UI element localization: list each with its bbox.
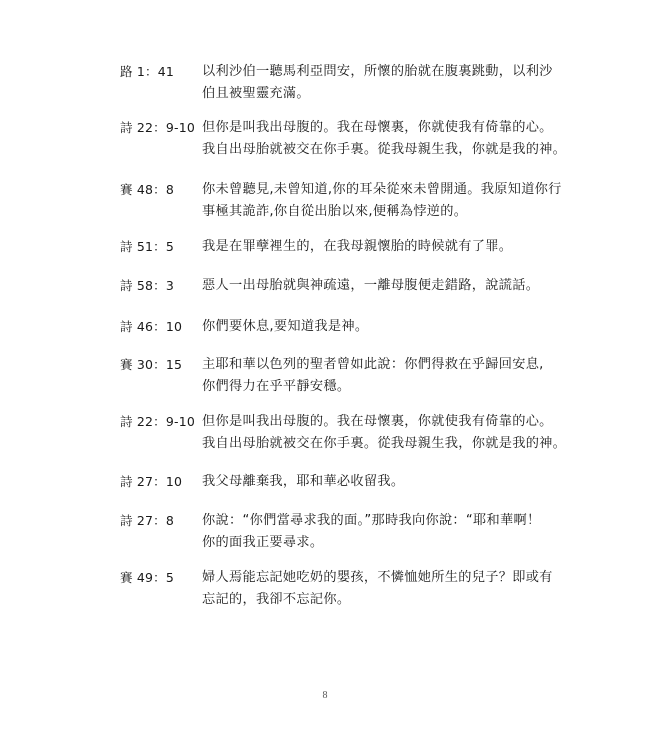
verse-reference: 路 1：41: [120, 64, 175, 79]
verse-reference: 詩 58：3: [120, 278, 175, 293]
verse-line: 但你是叫我出母腹的。我在母懷裏，你就使我有倚靠的心。: [202, 120, 553, 135]
verse-line: 婦人焉能忘記她吃奶的嬰孩，不憐恤她所生的兒子？即或有: [202, 570, 553, 585]
verse-entry: [120, 354, 544, 398]
verse-line: 但你是叫我出母腹的。我在母懷裏，你就使我有倚靠的心。: [202, 414, 553, 429]
verse-text: [202, 510, 541, 554]
verse-text: [202, 411, 566, 455]
verse-text: [202, 471, 540, 493]
verse-text: [202, 316, 540, 338]
verse-reference: 詩 22：9-10: [120, 120, 196, 135]
verse-reference: 詩 46：10: [120, 319, 183, 334]
verse-entry: [120, 567, 553, 611]
verse-entry: [120, 117, 567, 161]
verse-line: 伯且被聖靈充滿。: [202, 86, 310, 101]
verse-text: [202, 236, 540, 258]
verse-entry: [120, 411, 567, 455]
verse-line: 忘記的，我卻不忘記你。: [202, 592, 351, 607]
verse-line: 我自出母胎就被交在你手裏。從我母親生我，你就是我的神。: [202, 142, 567, 157]
verse-reference: 賽 30：15: [120, 357, 183, 372]
verse-text: [202, 179, 562, 223]
verse-reference: 賽 49：5: [120, 570, 175, 585]
verse-line: 你們得力在乎平靜安穩。: [202, 379, 351, 394]
verse-reference: 詩 51：5: [120, 239, 175, 254]
verse-line: 你們要休息,要知道我是神。: [202, 319, 369, 334]
verse-line: 我是在罪孽裡生的，在我母親懷胎的時候就有了罪。: [202, 239, 513, 254]
page-number: 8: [322, 690, 328, 701]
verse-entry: [120, 316, 540, 338]
verse-text: [202, 61, 553, 105]
verse-reference: 詩 27：8: [120, 513, 175, 528]
verse-reference: 賽 48：8: [120, 182, 175, 197]
verse-text: [202, 275, 540, 297]
verse-reference: 詩 22：9-10: [120, 414, 196, 429]
verse-text: [202, 117, 566, 161]
verse-line: 我自出母胎就被交在你手裏。從我母親生我，你就是我的神。: [202, 436, 567, 451]
verse-text: [202, 354, 544, 398]
verse-line: 我父母離棄我，耶和華必收留我。: [202, 474, 405, 489]
verse-reference: 詩 27：10: [120, 474, 183, 489]
verse-line: 以利沙伯一聽馬利亞問安，所懷的胎就在腹裏跳動，以利沙: [202, 64, 553, 79]
verse-line: 惡人一出母胎就與神疏遠，一離母腹便走錯路，說謊話。: [202, 278, 540, 293]
verse-entry: [120, 510, 540, 554]
verse-entry: [120, 471, 540, 493]
verse-entry: [120, 275, 540, 297]
verse-line: 你說：“你們當尋求我的面。”那時我向你說：“耶和華啊！: [202, 513, 541, 528]
verse-entry: [120, 61, 553, 105]
verse-line: 主耶和華以色列的聖者曾如此說：你們得救在乎歸回安息,: [202, 357, 544, 372]
verse-entry: [120, 236, 540, 258]
verse-text: [202, 567, 553, 611]
verse-line: 事極其詭詐,你自從出胎以來,便稱為悖逆的。: [202, 204, 468, 219]
verse-line: 你的面我正要尋求。: [202, 535, 324, 550]
verse-entry: [120, 179, 562, 223]
verse-line: 你未曾聽見,未曾知道,你的耳朵從來未曾開通。我原知道你行: [202, 182, 562, 197]
